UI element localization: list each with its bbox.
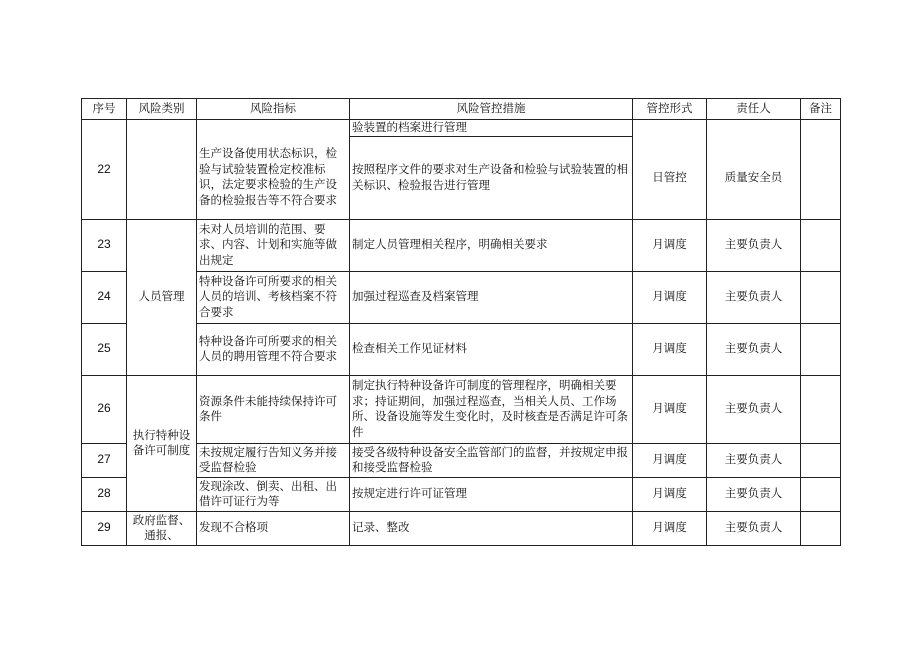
- row-no: 25: [82, 323, 127, 375]
- row-measure: 加强过程巡查及档案管理: [350, 271, 633, 323]
- row-form: 月调度: [633, 219, 707, 271]
- header-note: 备注: [801, 99, 841, 120]
- row-owner: 主要负责人: [707, 271, 801, 323]
- category-personnel: 人员管理: [127, 219, 197, 375]
- row-form: 月调度: [633, 511, 707, 545]
- row-indicator: 资源条件未能持续保持许可条件: [197, 375, 350, 443]
- table-row: [82, 375, 841, 443]
- row-owner: 主要负责人: [707, 323, 801, 375]
- row-note: [801, 136, 841, 219]
- row-indicator: 发现不合格项: [197, 511, 350, 545]
- row-owner: 主要负责人: [707, 219, 801, 271]
- row-note: [801, 443, 841, 477]
- header-form: 管控形式: [633, 99, 707, 120]
- table-row: [82, 120, 841, 137]
- row-category: [127, 120, 197, 220]
- row-note: [801, 477, 841, 511]
- row-no: 29: [82, 511, 127, 545]
- row-note: [801, 120, 841, 137]
- row-form: 月调度: [633, 443, 707, 477]
- row-no: 28: [82, 477, 127, 511]
- row-form: 月调度: [633, 375, 707, 443]
- row-measure: 检查相关工作见证材料: [350, 323, 633, 375]
- row-form: 月调度: [633, 323, 707, 375]
- row-indicator: 未对人员培训的范围、要求、内容、计划和实施等做出规定: [197, 219, 350, 271]
- row-indicator: 未按规定履行告知义务并接受监督检验: [197, 443, 350, 477]
- category-license: 执行特种设备许可制度: [127, 375, 197, 511]
- row-no: 26: [82, 375, 127, 443]
- row-no: 24: [82, 271, 127, 323]
- row-note: [801, 375, 841, 443]
- row-form: 月调度: [633, 271, 707, 323]
- row-form: 日管控: [633, 136, 707, 219]
- row-owner: 主要负责人: [707, 477, 801, 511]
- row-no: 27: [82, 443, 127, 477]
- row-note: [801, 271, 841, 323]
- row-indicator: 发现涂改、倒卖、出租、出借许可证行为等: [197, 477, 350, 511]
- row-owner: 主要负责人: [707, 443, 801, 477]
- row-measure: 制定人员管理相关程序，明确相关要求: [350, 219, 633, 271]
- header-no: 序号: [82, 99, 127, 120]
- category-gov: 政府监督、通报、: [127, 511, 197, 545]
- row-owner: 主要负责人: [707, 511, 801, 545]
- risk-control-table: [81, 98, 841, 546]
- row-measure: 制定执行特种设备许可制度的管理程序，明确相关要求；持证期间，加强过程巡查，当相关人员、工作场所、设备设施等发生变化时，及时核查是否满足许可条件: [350, 375, 633, 443]
- row-indicator: 特种设备许可所要求的相关人员的聘用管理不符合要求: [197, 323, 350, 375]
- row-measure: 接受各级特种设备安全监管部门的监督，并按规定申报和接受监督检验: [350, 443, 633, 477]
- row-note: [801, 323, 841, 375]
- row-measure: 记录、整改: [350, 511, 633, 545]
- row-no: 23: [82, 219, 127, 271]
- header-row: [82, 99, 841, 120]
- row-form: [633, 120, 707, 137]
- row-form: 月调度: [633, 477, 707, 511]
- header-measure: 风险管控措施: [350, 99, 633, 120]
- row-measure: 验装置的档案进行管理: [350, 120, 633, 137]
- row-indicator: 特种设备许可所要求的相关人员的培训、考核档案不符合要求: [197, 271, 350, 323]
- table-row: [82, 511, 841, 545]
- header-owner: 责任人: [707, 99, 801, 120]
- row-note: [801, 511, 841, 545]
- row-owner: 质量安全员: [707, 136, 801, 219]
- table-row: [82, 219, 841, 271]
- row-measure: 按规定进行许可证管理: [350, 477, 633, 511]
- row-owner: 主要负责人: [707, 375, 801, 443]
- row-indicator: 生产设备使用状态标识，检验与试验装置检定校准标识，法定要求检验的生产设备的检验报告等不符合要求: [197, 136, 350, 219]
- row-measure: 按照程序文件的要求对生产设备和检验与试验装置的相关标识、检验报告进行管理: [350, 136, 633, 219]
- row-no: 22: [82, 120, 127, 220]
- row-note: [801, 219, 841, 271]
- header-indicator: 风险指标: [197, 99, 350, 120]
- row-indicator: [197, 120, 350, 137]
- row-owner: [707, 120, 801, 137]
- header-category: 风险类别: [127, 99, 197, 120]
